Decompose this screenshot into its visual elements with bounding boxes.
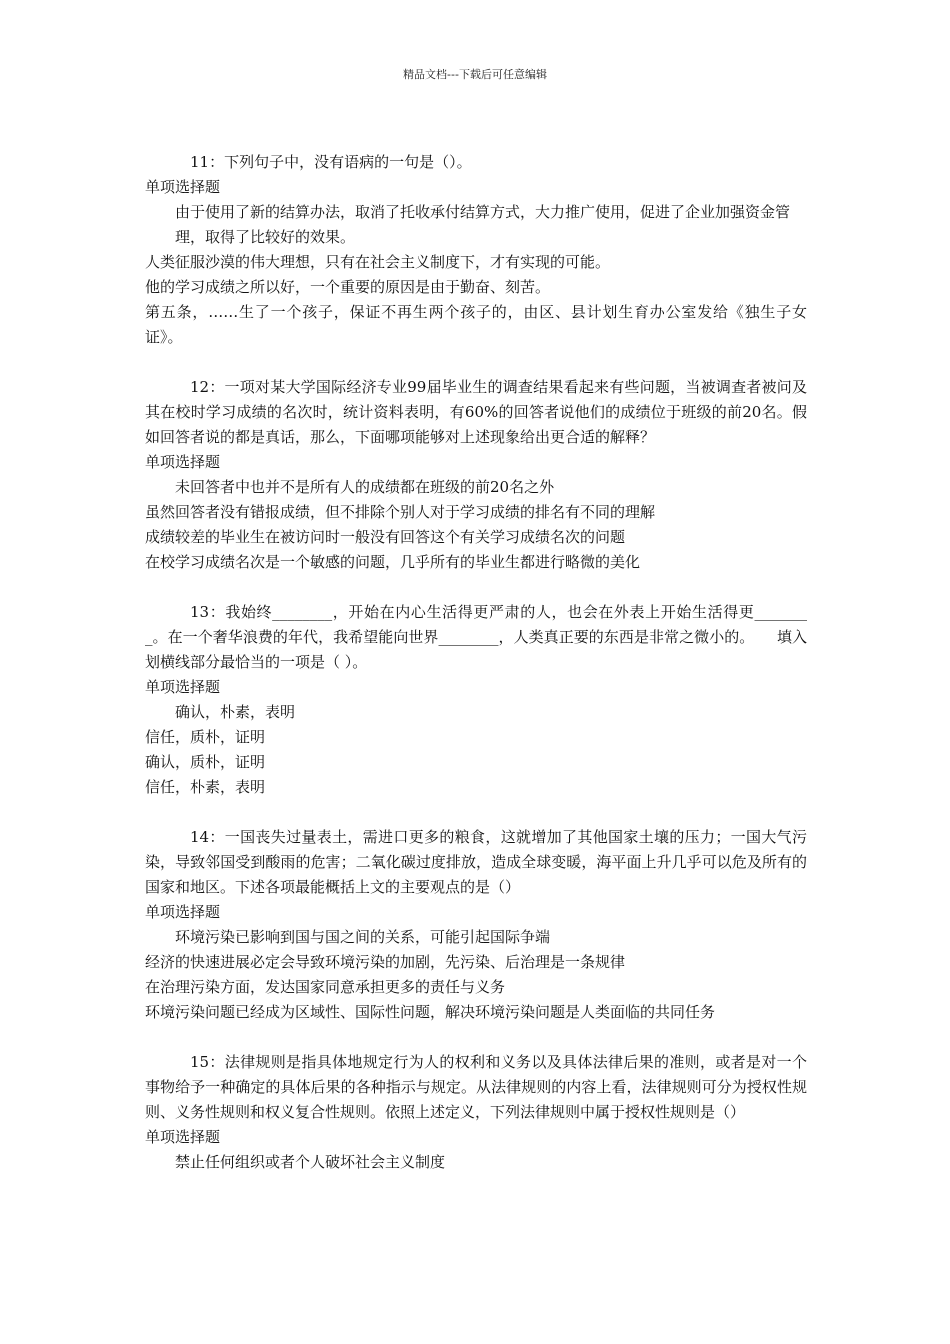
option-c: 他的学习成绩之所以好，一个重要的原因是由于勤奋、刻苦。 [145, 278, 551, 296]
question-13 [145, 600, 807, 800]
option-d: 信任，朴素，表明 [145, 778, 266, 796]
option-c: 成绩较差的毕业生在被访问时一般没有回答这个有关学习成绩名次的问题 [145, 528, 626, 546]
question-12 [145, 375, 807, 575]
option-b: 信任，质朴，证明 [145, 728, 266, 746]
question-type: 单项选择题 [145, 903, 221, 921]
question-text: 13：我始终________，开始在内心生活得更严肃的人，也会在外表上开始生活得更________。在一个奢华浪费的年代，我希望能向世界________，人类真正要的东西是非常之微小的。 填入划横线部分最恰当的一项是（ ）。 [145, 603, 807, 671]
question-type: 单项选择题 [145, 453, 221, 471]
option-c: 在治理污染方面，发达国家同意承担更多的责任与义务 [145, 978, 506, 996]
document-body [145, 150, 807, 1200]
question-11 [145, 150, 807, 350]
question-text: 11：下列句子中，没有语病的一句是（）。 [190, 153, 472, 171]
option-b: 经济的快速进展必定会导致环境污染的加剧，先污染、后治理是一条规律 [145, 953, 626, 971]
option-b: 虽然回答者没有错报成绩，但不排除个别人对于学习成绩的排名有不同的理解 [145, 503, 656, 521]
option-a: 环境污染已影响到国与国之间的关系，可能引起国际争端 [175, 928, 551, 946]
question-type: 单项选择题 [145, 678, 221, 696]
option-d: 第五条，……生了一个孩子，保证不再生两个孩子的，由区、县计划生育办公室发给《独生子女证》。 [145, 303, 807, 346]
page-header: 精品文档---下载后可任意编辑 [403, 68, 547, 81]
option-a: 由于使用了新的结算办法，取消了托收承付结算方式，大力推广使用，促进了企业加强资金管理，取得了比较好的效果。 [175, 203, 791, 246]
question-type: 单项选择题 [145, 178, 221, 196]
option-c: 确认，质朴，证明 [145, 753, 266, 771]
question-text: 15：法律规则是指具体地规定行为人的权利和义务以及具体法律后果的准则，或者是对一个事物给予一种确定的具体后果的各种指示与规定。从法律规则的内容上看，法律规则可分为授权性规则、义务性规则和权义复合性规则。依照上述定义，下列法律规则中属于授权性规则是（） [145, 1053, 807, 1121]
question-type: 单项选择题 [145, 1128, 221, 1146]
question-text: 12：一项对某大学国际经济专业99届毕业生的调查结果看起来有些问题，当被调查者被问及其在校时学习成绩的名次时，统计资料表明，有60%的回答者说他们的成绩位于班级的前20名。假如回答者说的都是真话，那么，下面哪项能够对上述现象给出更合适的解释？ [145, 378, 807, 446]
option-d: 环境污染问题已经成为区域性、国际性问题，解决环境污染问题是人类面临的共同任务 [145, 1003, 716, 1021]
option-d: 在校学习成绩名次是一个敏感的问题，几乎所有的毕业生都进行略微的美化 [145, 553, 641, 571]
option-a: 未回答者中也并不是所有人的成绩都在班级的前20名之外 [175, 478, 555, 496]
question-14 [145, 825, 807, 1025]
option-b: 人类征服沙漠的伟大理想，只有在社会主义制度下，才有实现的可能。 [145, 253, 611, 271]
question-text: 14：一国丧失过量表土，需进口更多的粮食，这就增加了其他国家土壤的压力；一国大气污染，导致邻国受到酸雨的危害；二氧化碳过度排放，造成全球变暖，海平面上升几乎可以危及所有的国家和地区。下述各项最能概括上文的主要观点的是（） [145, 828, 807, 896]
question-15 [145, 1050, 807, 1175]
option-a: 确认，朴素，表明 [175, 703, 296, 721]
option-a: 禁止任何组织或者个人破坏社会主义制度 [175, 1153, 446, 1171]
